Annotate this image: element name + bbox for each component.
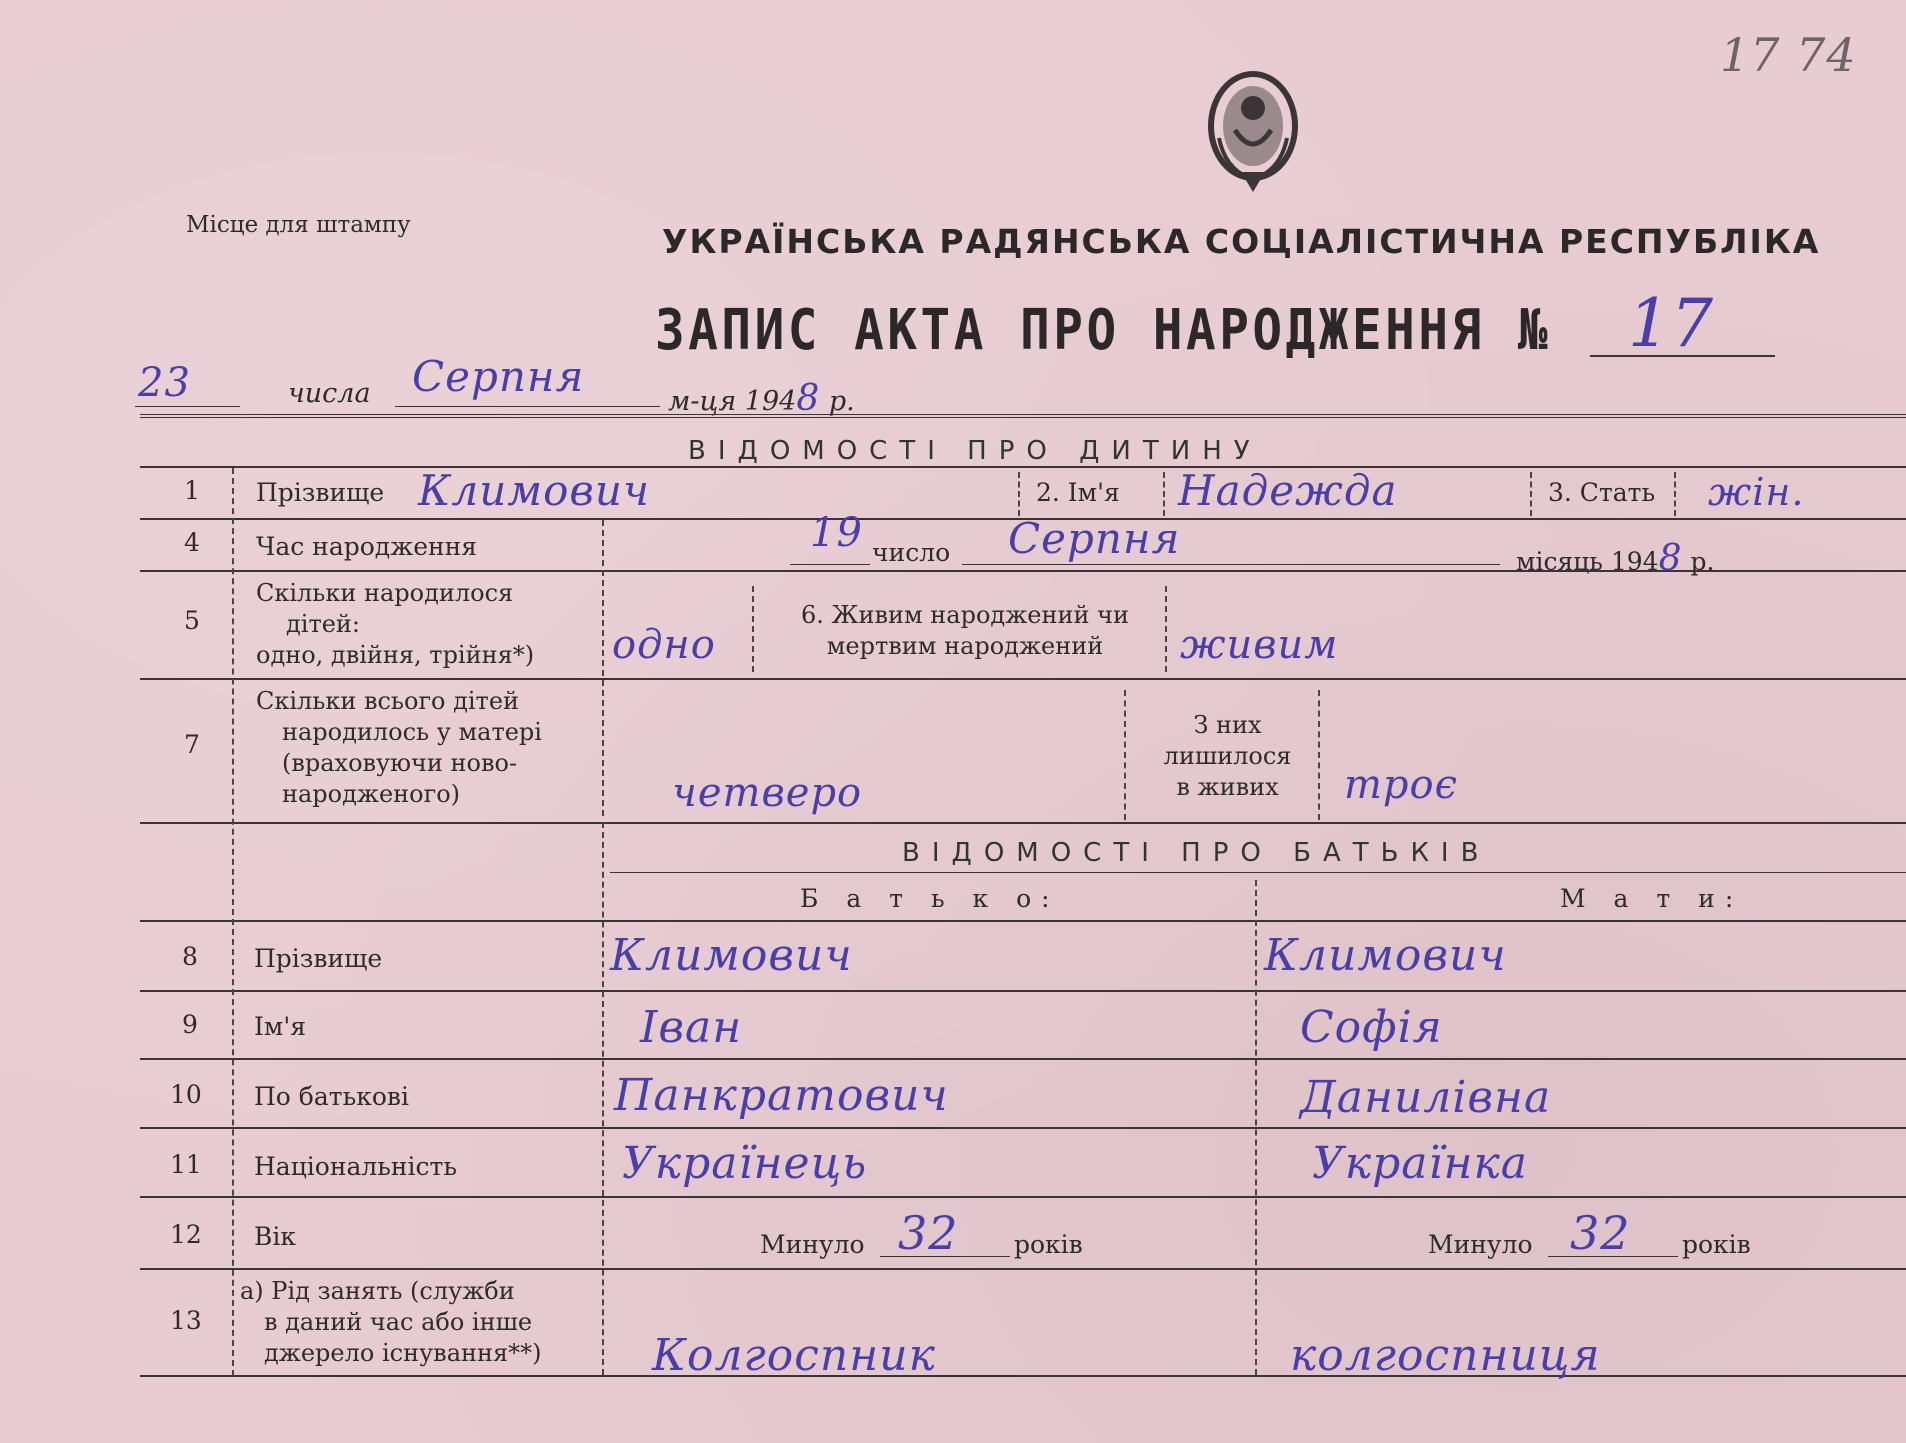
- alive-count-label: З них лишилося в живих: [1163, 711, 1292, 801]
- stamp-place-label: Місце для штампу: [186, 212, 411, 238]
- num-col-sep: [232, 468, 234, 1376]
- label-col-sep-a: [602, 520, 604, 816]
- mother-age: 32: [1570, 1206, 1631, 1260]
- row12-number: 12: [170, 1220, 202, 1249]
- act-number: 17: [1628, 285, 1714, 362]
- rule-parents-section: [610, 872, 1906, 873]
- row1-sep-b: [1163, 472, 1165, 516]
- act-title: ЗАПИС АКТА ПРО НАРОДЖЕННЯ №: [655, 298, 1552, 363]
- row11-label: Національність: [254, 1152, 457, 1181]
- row7-number: 7: [184, 730, 200, 759]
- row1-label: Прізвище: [256, 478, 385, 507]
- row4-label: Час народження: [256, 532, 478, 561]
- child-section-title: ВІДОМОСТІ ПРО ДИТИНУ: [688, 436, 1262, 466]
- coat-of-arms-emblem: [1205, 68, 1301, 200]
- row13-number: 13: [170, 1306, 202, 1335]
- republic-title: УКРАЇНСЬКА РАДЯНСЬКА СОЦІАЛІСТИЧНА РЕСПУБЛІКА: [662, 222, 1821, 261]
- child-name: Надежда: [1178, 466, 1398, 515]
- rule-row9: [140, 1058, 1906, 1060]
- row10-label: По батькові: [254, 1082, 409, 1111]
- child-name-label: 2. Ім'я: [1036, 478, 1120, 507]
- date-year-digit: 8: [796, 378, 821, 419]
- birth-month-underline: [962, 564, 1500, 565]
- mother-first-name: Софія: [1300, 1002, 1443, 1053]
- row8-label: Прізвище: [254, 944, 383, 973]
- date-month: Серпня: [412, 352, 585, 401]
- mother-column-header: М а т и:: [1560, 884, 1744, 913]
- rule-row13: [140, 1375, 1906, 1377]
- father-nationality: Українець: [622, 1138, 868, 1189]
- row9-number: 9: [182, 1010, 198, 1039]
- row13-label: а) Рід занять (служби в даний час або інше джерело існування**): [240, 1277, 542, 1367]
- row4-number: 4: [184, 528, 200, 557]
- row5-sep-b: [1165, 586, 1167, 672]
- father-age-suffix: років: [1014, 1230, 1083, 1259]
- row7-sep-a: [1124, 690, 1126, 820]
- rule-row10: [140, 1127, 1906, 1129]
- alive-count: троє: [1344, 762, 1459, 808]
- row10-number: 10: [170, 1080, 202, 1109]
- parents-col-sep: [1255, 880, 1257, 1375]
- mother-nationality: Українка: [1312, 1138, 1529, 1189]
- header-rule: [140, 414, 1906, 418]
- mother-age-underline: [1548, 1256, 1678, 1257]
- mother-age-prefix: Минуло: [1428, 1230, 1533, 1259]
- children-born-count: одно: [612, 622, 716, 668]
- row11-number: 11: [170, 1150, 202, 1179]
- father-surname: Климович: [610, 930, 853, 981]
- mother-age-suffix: років: [1682, 1230, 1751, 1259]
- birth-day: 19: [810, 510, 863, 556]
- alive-status: живим: [1180, 622, 1339, 668]
- rule-row5: [140, 678, 1906, 680]
- row5-sep-a: [752, 586, 754, 672]
- mother-surname: Климович: [1264, 930, 1507, 981]
- father-age: 32: [898, 1206, 959, 1260]
- date-month-label: м-ця 1948 р.: [668, 378, 855, 419]
- rule-row8: [140, 990, 1906, 992]
- father-occupation: Колгоспник: [652, 1330, 936, 1381]
- row12-label: Вік: [254, 1222, 296, 1251]
- row1-number: 1: [184, 476, 200, 505]
- date-day-underline: [135, 406, 240, 407]
- rule-row7: [140, 822, 1906, 824]
- row7-sep-b: [1318, 690, 1320, 820]
- parents-section-title: ВІДОМОСТІ ПРО БАТЬКІВ: [902, 838, 1491, 868]
- birth-year-digit: 8: [1658, 538, 1683, 579]
- row9-label: Ім'я: [254, 1012, 306, 1041]
- child-sex: жін.: [1708, 470, 1805, 514]
- row5-label: Скільки народилося дітей: одно, двійня, трійня*): [256, 579, 535, 669]
- rule-section-child: [140, 466, 1906, 468]
- father-first-name: Іван: [640, 1002, 743, 1053]
- birth-day-label: число: [872, 538, 951, 567]
- child-surname: Климович: [418, 466, 651, 515]
- label-col-sep-b: [602, 822, 604, 1375]
- mother-patronymic: Данилівна: [1300, 1072, 1552, 1123]
- rule-row11: [140, 1196, 1906, 1198]
- father-patronymic: Панкратович: [614, 1070, 949, 1121]
- row5-number: 5: [184, 606, 200, 635]
- mother-occupation: колгоспниця: [1290, 1330, 1601, 1381]
- rule-row12: [140, 1268, 1906, 1270]
- rule-parents-header: [140, 920, 1906, 922]
- date-day: 23: [138, 360, 191, 406]
- date-month-underline: [395, 406, 660, 407]
- alive-question-label: 6. Живим народжений чи мертвим народжений: [801, 601, 1129, 660]
- birth-day-underline: [790, 564, 870, 565]
- act-number-underline: [1590, 355, 1775, 357]
- father-age-underline: [880, 1256, 1010, 1257]
- row7-label: Скільки всього дітей народилось у матері (враховуючи ново- народженого): [256, 687, 542, 808]
- date-day-label: числа: [288, 378, 371, 409]
- row1-sep-c: [1530, 472, 1532, 516]
- row1-sep-d: [1674, 472, 1676, 516]
- birth-month-label: місяць 1948 р.: [1516, 538, 1715, 579]
- archive-number-mark: 17 74: [1720, 28, 1857, 82]
- father-column-header: Б а т ь к о:: [800, 884, 1060, 913]
- total-children: четверо: [672, 770, 863, 816]
- father-age-prefix: Минуло: [760, 1230, 865, 1259]
- birth-month: Серпня: [1008, 514, 1181, 563]
- row1-sep-a: [1018, 472, 1020, 516]
- child-sex-label: 3. Стать: [1548, 478, 1656, 507]
- row8-number: 8: [182, 942, 198, 971]
